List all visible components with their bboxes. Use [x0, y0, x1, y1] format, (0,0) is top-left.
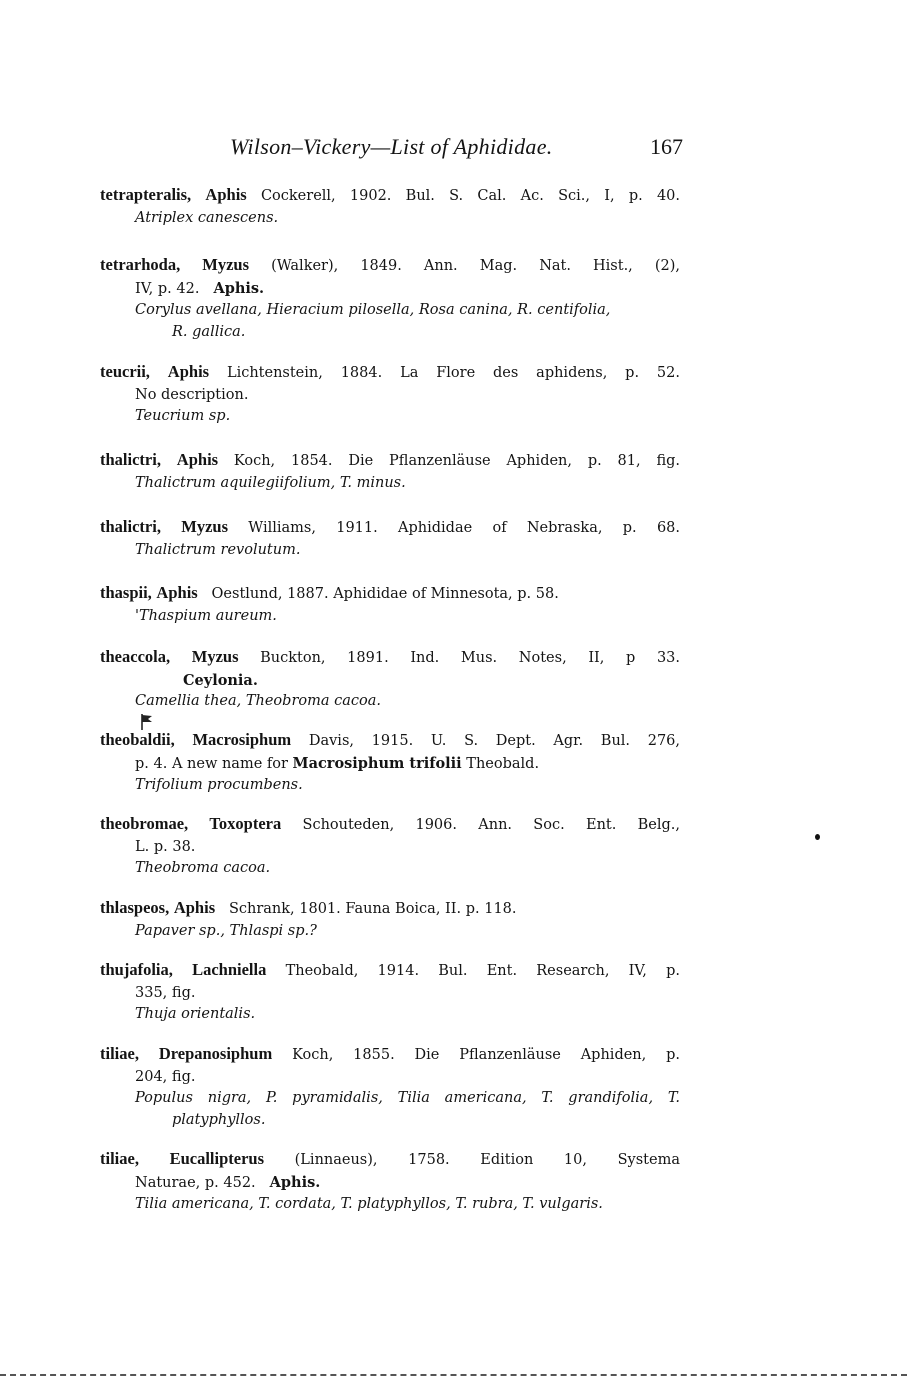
original-genus: Aphis.	[269, 1173, 321, 1191]
genus-name: Macrosiphum	[192, 730, 292, 749]
genus-name: Myzus	[202, 255, 250, 274]
species-name: theobromae,	[100, 814, 189, 833]
citation: Schrank, 1801. Fauna Boica, II. p. 118.	[228, 901, 517, 917]
citation-cont: p. 4. A new name for	[135, 755, 288, 772]
citation-cont: IV, p. 42.	[135, 280, 200, 297]
species-name: thlaspeos,	[100, 898, 170, 917]
species-name: theobaldii,	[100, 730, 175, 749]
entry-line	[100, 959, 680, 983]
entry-line	[100, 646, 680, 670]
entry-thujafolia	[100, 959, 680, 1026]
species-name: tiliae,	[100, 1044, 139, 1063]
entry-teucrii	[100, 361, 680, 428]
genus-name: Aphis	[176, 450, 219, 469]
host-plants: Thuja orientalis.	[135, 1006, 256, 1022]
genus-name: Toxoptera	[209, 814, 282, 833]
genus-name: Aphis	[173, 898, 216, 917]
continuation-line: 335, fig.	[135, 984, 196, 1001]
genus-name: Myzus	[181, 517, 228, 536]
citation: Schouteden, 1906. Ann. Soc. Ent. Belg.,	[302, 817, 680, 833]
original-genus: Ceylonia.	[183, 671, 258, 689]
running-title: Wilson–Vickery—List of Aphididae.	[230, 134, 553, 159]
entry-tetrapteralis	[100, 184, 680, 229]
genus-name: Aphis	[156, 583, 198, 602]
entry-line	[100, 516, 680, 540]
ink-speck	[815, 834, 820, 840]
citation: Buckton, 1891. Ind. Mus. Notes, II, p 33.	[260, 650, 681, 666]
species-name: teucrii,	[100, 362, 150, 381]
host-plants: Thalictrum aquilegiifolium, T. minus.	[135, 474, 406, 491]
original-genus: Aphis.	[213, 279, 265, 297]
continuation-line: L. p. 38.	[135, 838, 196, 855]
species-name: tetrarhoda,	[100, 255, 181, 274]
citation: Koch, 1855. Die Pflanzenläuse Aphiden, p.	[292, 1047, 681, 1063]
species-name: tetrapteralis,	[100, 185, 192, 204]
entry-line	[100, 897, 680, 921]
page-bottom-edge	[0, 1374, 907, 1376]
citation: Williams, 1911. Aphididae of Nebraska, p. 68.	[248, 520, 681, 536]
species-name: tiliae,	[100, 1149, 139, 1168]
entry-thalictri-aphis	[100, 449, 680, 494]
entry-line	[100, 254, 680, 278]
host-plants-cont: platyphyllos.	[172, 1111, 266, 1128]
page-header	[100, 134, 685, 164]
entry-thalictri-myzus	[100, 516, 680, 561]
continuation-line: No description.	[135, 386, 249, 403]
entry-tiliae-drepanosiphum	[100, 1043, 680, 1131]
host-plants: Atriplex canescens.	[135, 209, 279, 226]
entry-line	[100, 184, 680, 208]
host-plants: Thalictrum revolutum.	[135, 541, 301, 558]
entry-thaspii	[100, 582, 680, 627]
entry-line	[100, 449, 680, 473]
continuation-line	[100, 753, 680, 776]
citation: Theobald, 1914. Bul. Ent. Research, IV, p.	[285, 963, 680, 979]
genus-name: Aphis	[205, 185, 247, 204]
genus-name: Drepanosiphum	[158, 1044, 273, 1063]
citation: Davis, 1915. U. S. Dept. Agr. Bul. 276,	[308, 733, 681, 749]
citation: (Walker), 1849. Ann. Mag. Nat. Hist., (2),	[271, 258, 681, 274]
host-plants: Populus nigra, P. pyramidalis, Tilia americana, T. grandifolia, T.	[135, 1090, 680, 1106]
entry-theobaldii	[100, 729, 680, 797]
host-plants: Papaver sp., Thlaspi sp.?	[135, 922, 317, 939]
entry-line	[100, 582, 680, 606]
replaced-name: Macrosiphum trifolii	[292, 754, 462, 772]
species-name: thalictri,	[100, 450, 161, 469]
genus-name: Lachniella	[192, 960, 267, 979]
entry-line	[100, 729, 680, 753]
continuation-line	[100, 278, 680, 301]
citation-author: Theobald.	[466, 755, 540, 772]
entry-line	[100, 361, 680, 385]
page-number: 167	[650, 134, 683, 159]
entry-theaccola	[100, 646, 680, 713]
species-name: thaspii,	[100, 583, 152, 602]
continuation-line	[100, 1172, 680, 1195]
host-plants: Corylus avellana, Hieracium pilosella, Rosa canina, R. centifolia,	[135, 302, 611, 318]
entry-line	[100, 1148, 680, 1172]
host-plants: Teucrium sp.	[135, 408, 231, 424]
species-name: thalictri,	[100, 517, 161, 536]
host-plants: Theobroma cacoa.	[135, 860, 271, 876]
host-plants: Tilia americana, T. cordata, T. platyphyllos, T. rubra, T. vulgaris.	[135, 1196, 603, 1212]
host-plants: 'Thaspium aureum.	[135, 607, 277, 624]
citation: (Linnaeus), 1758. Edition 10, Systema	[294, 1152, 680, 1168]
citation: Oestlund, 1887. Aphididae of Minnesota, p. 58.	[211, 586, 559, 602]
genus-name: Aphis	[167, 362, 210, 381]
citation-cont: Naturae, p. 452.	[135, 1174, 256, 1191]
host-plants-cont: R. gallica.	[172, 323, 246, 340]
species-name: thujafolia,	[100, 960, 173, 979]
host-plants: Camellia thea, Theobroma cacoa.	[135, 693, 381, 709]
citation: Koch, 1854. Die Pflanzenläuse Aphiden, p. 81, fig.	[233, 453, 681, 469]
entry-thlaspeos	[100, 897, 680, 942]
genus-name: Eucallipterus	[169, 1149, 265, 1168]
citation: Cockerell, 1902. Bul. S. Cal. Ac. Sci., I, p. 40.	[260, 188, 681, 204]
entry-tiliae-eucallipterus	[100, 1148, 680, 1216]
entry-tetrarhoda	[100, 254, 680, 343]
continuation-line: 204, fig.	[135, 1068, 196, 1085]
entry-theobromae	[100, 813, 680, 880]
species-name: theaccola,	[100, 647, 171, 666]
host-plants: Trifolium procumbens.	[135, 777, 303, 793]
citation: Lichtenstein, 1884. La Flore des aphidens, p. 52.	[226, 365, 680, 381]
genus-name: Myzus	[191, 647, 239, 666]
entry-line	[100, 1043, 680, 1067]
entry-line	[100, 813, 680, 837]
